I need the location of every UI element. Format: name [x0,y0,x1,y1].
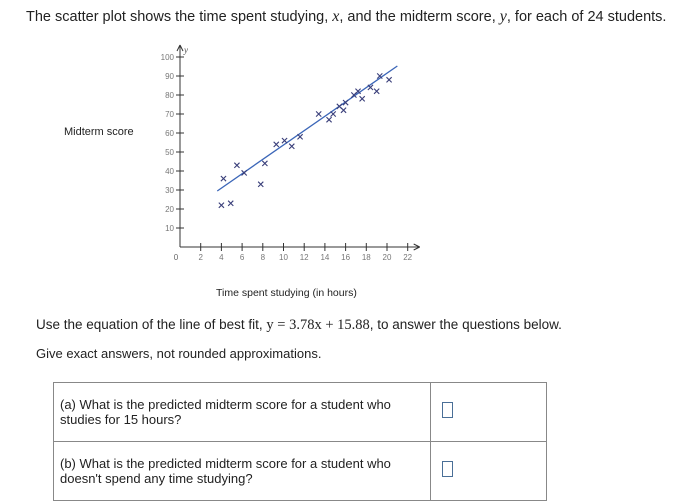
question-row-a [54,383,547,442]
data-point [360,96,365,101]
data-point [219,203,224,208]
x-tick-label: 6 [239,253,245,262]
y-axis-variable: y [184,45,188,55]
y-tick-label: 10 [165,224,174,233]
y-tick-label: 30 [165,186,174,195]
y-tick-label: 80 [165,91,174,100]
data-point [316,111,321,116]
data-point [289,144,294,149]
y-tick-label: 40 [165,167,174,176]
x-tick-label: 20 [382,253,392,262]
exact-answer-note: Give exact answers, not rounded approximations. [36,346,322,361]
x-tick-label: 16 [341,253,351,262]
data-point [262,161,267,166]
x-axis-label: Time spent studying (in hours) [216,287,357,299]
x-tick-label: 8 [260,253,266,262]
x-tick-label: 14 [320,253,330,262]
data-point [274,142,279,147]
y-tick-label: 70 [165,110,174,119]
y-axis-label: Midterm score [64,126,134,138]
y-tick-label: 20 [165,205,174,214]
x-tick-label: 22 [403,253,413,262]
data-point [326,117,331,122]
data-point [228,201,233,206]
problem-statement: The scatter plot shows the time spent studying, x, and the midterm score, y, for each of 24 students. [26,8,667,25]
x-tick-label: 10 [279,253,288,262]
x-tick-label: 18 [361,253,371,262]
data-point [374,89,379,94]
question-row-b [54,442,547,501]
data-point [386,77,391,82]
data-point [234,163,239,168]
data-point [221,176,226,181]
data-point [341,108,346,113]
data-point [331,111,336,116]
data-point [258,182,263,187]
equation-instruction: Use the equation of the line of best fit, y = 3.78x + 15.88, to answer the questions below. [36,317,562,333]
data-point [282,138,287,143]
x-tick-label: 12 [299,253,309,262]
question-b-text: (b) What is the predicted midterm score for a student who doesn't spend any time studying? [54,442,431,501]
y-tick-label: 60 [165,129,174,138]
data-point [368,85,373,90]
y-tick-label: 100 [160,53,174,62]
origin-label: 0 [173,253,179,262]
best-fit-equation: y = 3.78x + 15.88 [266,317,370,333]
answer-table [53,382,547,501]
y-tick-label: 90 [165,72,174,81]
answer-a-input[interactable] [442,402,453,418]
data-point [297,134,302,139]
x-tick-label: 4 [219,253,224,262]
y-tick-label: 50 [165,148,174,157]
x-tick-label: 2 [198,253,203,262]
question-a-text: (a) What is the predicted midterm score for a student who studies for 15 hours? [54,383,431,442]
answer-b-input[interactable] [442,461,453,477]
